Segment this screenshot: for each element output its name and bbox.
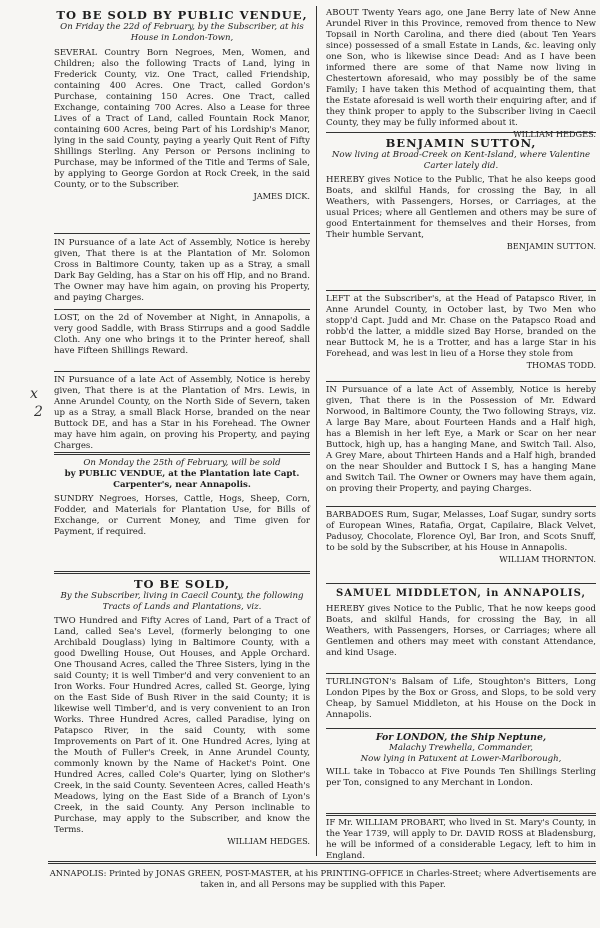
ad-signature: WILLIAM HEDGES.	[513, 129, 596, 139]
rule	[54, 371, 310, 372]
rule	[326, 813, 596, 816]
ad-body: BARBADOES Rum, Sugar, Melasses, Loaf Sugar, sundry sorts of European Wines, Ratafia, Orgat, Capilaire, Black Velvet, Padusoy, Chocolate, Florence Oyl, Bar Iron, and Scots Snuff, to be sold by the Subscriber, at his House in Annapolis.	[326, 510, 596, 553]
margin-mark: x	[30, 386, 38, 402]
land-sale-ad	[54, 577, 310, 849]
ad-signature: THOMAS TODD.	[526, 360, 596, 370]
ship-ad	[326, 732, 596, 810]
rule	[326, 583, 596, 584]
rule	[326, 673, 596, 674]
ad-body: IN Pursuance of a late Act of Assembly, Notice is hereby given, That there is at the Plantation of Mr. Solomon Cross in Baltimore County, taken up as a Stray, a small Dark Bay Gelding, has a Star on his off Hip, and no Brand. The Owner may have him again, on proving his Property, and paying Charges.	[54, 238, 310, 303]
ad-body: TWO Hundred and Fifty Acres of Land, Part of a Tract of Land, called Sea's Level, (formerly belonging to one Archibald Douglass) lying in Baltimore County, with a good Dwelling House, Out Houses, and Apple Orchard. One Thousand Acres, called the Three Sisters, lying in the said County; it is well Timber'd and very convenient to an Iron Works. Four Hundred Acres, called St. George, lying on the East Side of Bush River in the said County; it is likewise well Timber'd, and is very convenient to an Iron Works. Three Hundred Acres, called Paradise, lying on Patapsco River, in the said County, with some Improvements on Part of it. One Hundred Acres, lying at the Mouth of Fuller's Creek, in Anne Arundel County, commonly known by the Name of Hacket's Point. One Hundred Acres, called Cole's Quarter, lying on Slother's Creek, in the said County. Seventeen Acres, called Heath's Meadows, lying on the East Side of a Branch of Lyon's Creek, in the said County. Any Person inclinable to Purchase, may apply to the Subscriber, and know the Terms.	[54, 616, 310, 835]
ad-body: ABOUT Twenty Years ago, one Jane Berry late of New Anne Arundel River in this Province, removed from thence to New Topsail in North Carolina, and there died (about Ten Years since) possessed of a small Estate in Lands, &c. leaving only one Son, who is likewise since Dead: And as I have been informed there are some of that Name now living in Chestertown aforesaid, who may possibly be of the same Family; I have taken this Method of acquainting them, that the Estate aforesaid is well worth their enquiring after, and if they think proper to apply to the Subscriber living in Caecil County, they may be fully informed about it.	[326, 8, 596, 128]
ad-body: WILL take in Tobacco at Five Pounds Ten Shillings Sterling per Ton, consigned to any Merchant in London.	[326, 767, 596, 788]
rule	[326, 728, 596, 729]
rule	[54, 309, 310, 310]
ad-signature: WILLIAM THORNTON.	[499, 554, 596, 564]
ad-body: HEREBY gives Notice to the Public, That he also keeps good Boats, and skilful Hands, for crossing the Bay, in all Weathers, with Passengers, Horses, or Carriages, at the usual Prices; where all Gentlemen and others may be sure of good Entertainment for themselves and their Horses, from Their humble Servant,	[326, 175, 596, 240]
stray-notice	[54, 238, 310, 306]
ad-date: On Friday the 22d of February, by the Subscriber, at his House in London-Town,	[60, 22, 304, 43]
ad-body: HEREBY gives Notice to the Public, That he now keeps good Boats, and skilful Hands, for crossing the Bay, in all Weathers, with Passengers, Horses, or Carriages; where all Gentlemen and others may meet with constant Attendance, and kind Usage.	[326, 604, 596, 658]
rule	[54, 571, 310, 574]
column-divider	[316, 6, 317, 856]
imprint-footer: ANNAPOLIS: Printed by JONAS GREEN, POST-MASTER, at his PRINTING-OFFICE in Charles-Street; where Advertisements are taken in, and all Persons may be supplied with this Paper.	[49, 868, 597, 889]
ad-heading: TO BE SOLD BY PUBLIC VENDUE,	[56, 8, 308, 22]
ad-heading: TO BE SOLD,	[133, 577, 231, 591]
ad-signature: BENJAMIN SUTTON.	[506, 241, 596, 251]
legacy-notice	[326, 818, 596, 861]
rule	[48, 861, 596, 864]
ad-body: LOST, on the 2d of November at Night, in Annapolis, a very good Saddle, with Brass Stirrups and a good Saddle Cloth. Any one who brings it to the Printer hereof, shall have Fifteen Shillings Reward.	[54, 313, 310, 356]
ad-body: SEVERAL Country Born Negroes, Men, Women, and Children; also the following Tracts of Land, lying in Frederick County, viz. One Tract, called Friendship, containing 400 Acres. One Tract, called Gordon's Purchase, containing 150 Acres. One Tract, called Exchange, containing 700 Acres. Also a Lease for three Lives of a Tract of Land, called Fountain Rock Manor, containing 600 Acres, being Part of his Lordship's Manor, lying in the said County, paying a yearly Quit Rent of Fifty Shillings Sterling. Any Person or Persons inclining to Purchase, may be informed of the Title and Terms of Sale, by applying to George Gordon at Rock Creek, in the said County, or to the Subscriber.	[54, 48, 310, 190]
ad-body: LEFT at the Subscriber's, at the Head of Patapsco River, in Anne Arundel County, in October last, by Two Men who stopp'd Capt. Judd and Mr. Chase on the Patapsco Road and robb'd the latter, a middle sized Bay Horse, branded on the near Buttock M, he is a Trotter, and has a large Star in his Forehead, and was lest in lieu of a Horse they stole from	[326, 294, 596, 359]
estate-notice	[326, 8, 596, 139]
vendue-ad	[54, 8, 310, 230]
ad-signature: WILLIAM HEDGES.	[227, 836, 310, 846]
ad-subheading: By the Subscriber, living in Caecil County, the following Tracts of Lands and Plantations, viz.	[60, 591, 304, 612]
rule	[326, 506, 596, 507]
ad-body: SUNDRY Negroes, Horses, Cattle, Hogs, Sheep, Corn, Fodder, and Materials for Plantation Use, for Bills of Exchange, or Current Money, and Time given for Payment, if required.	[54, 494, 310, 537]
ad-heading: SAMUEL MIDDLETON, in ANNAPOLIS,	[336, 588, 586, 599]
rule	[326, 132, 596, 133]
ad-subheading: Malachy Trewhella, Commander,	[389, 743, 533, 753]
rule	[326, 381, 596, 382]
rule	[326, 290, 596, 291]
ferry-ad	[326, 136, 596, 286]
ferry-ad	[326, 587, 596, 671]
ad-subheading: Now lying in Patuxent at Lower-Marlborough,	[360, 754, 562, 764]
ad-heading: For LONDON, the Ship Neptune,	[375, 732, 547, 743]
stray-notice	[326, 385, 596, 503]
ad-body: IN Pursuance of a late Act of Assembly, Notice is hereby given, That there is in the Possession of Mr. Edward Norwood, in Baltimore County, the Two following Strays, viz. A large Bay Mare, about Fourteen Hands and a Half high, has a Blemish in her left Eye, a Mark or Scar on her near Buttock, high up, has a hanging Mane, and Switch Tail. Also, A Grey Mare, about Thirteen Hands and a Half high, branded on the near Shoulder and Buttock I S, has a hanging Mane and Switch Tail. The Owner or Owners may have them again, on proving their Property, and paying Charges.	[326, 385, 596, 494]
balsam-ad	[326, 677, 596, 725]
ad-subheading: Now living at Broad-Creek on Kent-Island, where Valentine Carter lately did.	[331, 150, 591, 171]
goods-ad	[326, 510, 596, 580]
rule	[54, 452, 310, 455]
ad-body: IN Pursuance of a late Act of Assembly, Notice is hereby given, That there is at the Plantation of Mrs. Lewis, in Anne Arundel County, on the North Side of Severn, taken up as a Stray, a small Black Horse, branded on the near Buttock DE, and has a Star in his Forehead. The Owner may have him again, on proving his Property, and paying Charges.	[54, 375, 310, 451]
ad-signature: JAMES DICK.	[253, 191, 310, 201]
left-horse-notice	[326, 294, 596, 378]
ad-heading: by PUBLIC VENDUE, at the Plantation late Capt. Carpenter's, near Annapolis.	[64, 469, 300, 490]
stray-notice	[54, 375, 310, 451]
margin-mark: 2	[34, 404, 43, 420]
ad-body: TURLINGTON's Balsam of Life, Stoughton's Bitters, Long London Pipes by the Box or Gross, and Slops, to be sold very Cheap, by Samuel Middleton, at his House on the Dock in Annapolis.	[326, 677, 596, 720]
ad-heading: BENJAMIN SUTTON,	[385, 136, 537, 150]
ad-body: IF Mr. WILLIAM PROBART, who lived in St. Mary's County, in the Year 1739, will apply to Dr. DAVID ROSS at Bladensburg, he will be informed of a considerable Legacy, left to him in England.	[326, 818, 596, 861]
rule	[54, 233, 310, 234]
vendue-ad	[54, 458, 310, 568]
lost-saddle-ad	[54, 313, 310, 369]
ad-date: On Monday the 25th of February, will be sold	[83, 458, 281, 468]
